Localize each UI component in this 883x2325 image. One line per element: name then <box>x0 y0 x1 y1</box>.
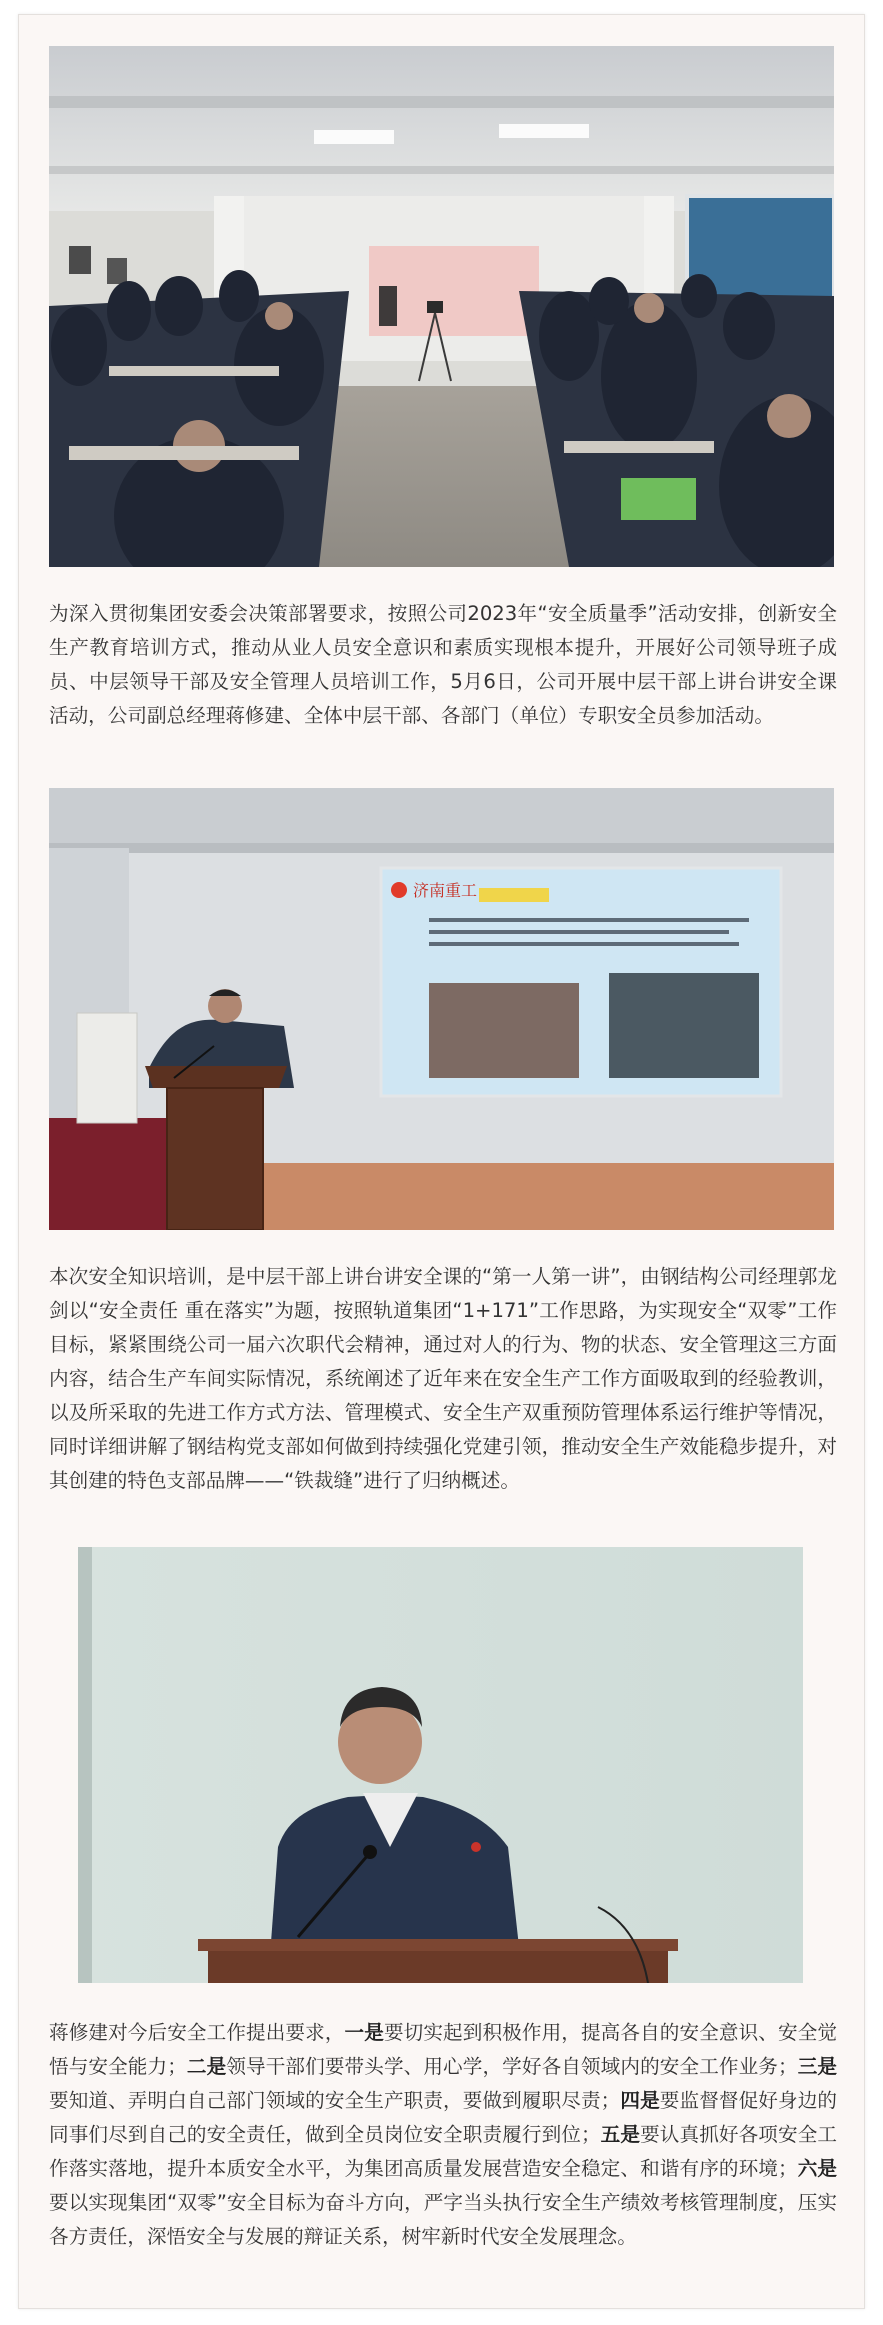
paragraph-training: 本次安全知识培训，是中层干部上讲台讲安全课的“第一人第一讲”，由钢结构公司经理郭龙剑以“安全责任 重在落实”为题，按照轨道集团“1+171”工作思路，为实现安全“双零”工作目标，紧紧围绕公司一届六次职代会精神，通过对人的行为、物的状态、安全管理这三方面内容，结合生产车间实际情况，系统阐述了近年来在安全生产工作方面吸取到的经验教训，以及所采取的先进工作方式方法、管理模式、安全生产双重预防管理体系运行维护等情况，同时详细讲解了钢结构党支部如何做到持续强化党建引领，推动安全生产效能稳步提升，对其创建的特色支部品牌——“铁裁缝”进行了归纳概述。 <box>49 1265 837 1492</box>
meeting-room-photo <box>49 46 834 567</box>
paragraph-requirements <box>49 2016 837 2254</box>
lecturer-podium-photo <box>49 788 834 1230</box>
item-1-lead: 一是 <box>344 2021 384 2044</box>
item-2-text: 领导干部们要带头学、用心学，学好各自领域内的安全工作业务； <box>226 2055 798 2078</box>
item-2-lead: 二是 <box>186 2055 227 2078</box>
item-4-text: 要监督督促好身边的同事们尽到自己的安全责任，做到全员岗位安全职责履行到位； <box>49 2089 838 2146</box>
item-6-lead: 六是 <box>797 2157 837 2180</box>
paragraph-intro: 为深入贯彻集团安委会决策部署要求，按照公司2023年“安全质量季”活动安排，创新安全生产教育培训方式，推动从业人员安全意识和素质实现根本提升，开展好公司领导班子成员、中层领导干部及安全管理人员培训工作，5月6日，公司开展中层干部上讲台讲安全课活动，公司副总经理蒋修建、全体中层干部、各部门（单位）专职安全员参加活动。 <box>49 602 837 727</box>
item-5-text: 要认真抓好各项安全工作落实落地，提升本质安全水平，为集团高质量发展营造安全稳定、和谐有序的环境； <box>49 2123 838 2180</box>
item-1-text: 要切实起到积极作用，提高各自的安全意识、安全觉悟与安全能力； <box>49 2021 838 2078</box>
slide-logo-text: 济南重工 <box>413 881 478 900</box>
item-3-text: 要知道、弄明白自己部门领域的安全生产职责，要做到履职尽责； <box>49 2089 621 2112</box>
item-3-lead: 三是 <box>797 2055 838 2078</box>
requirements-intro: 蒋修建对今后安全工作提出要求， <box>49 2021 345 2044</box>
item-4-lead: 四是 <box>620 2089 660 2112</box>
item-5-lead: 五是 <box>600 2123 641 2146</box>
item-6-text: 要以实现集团“双零”安全目标为奋斗方向，严字当头执行安全生产绩效考核管理制度，压实各方责任，深悟安全与发展的辩证关系，树牢新时代安全发展理念。 <box>49 2191 837 2248</box>
speaker-closeup-photo <box>78 1547 803 1983</box>
